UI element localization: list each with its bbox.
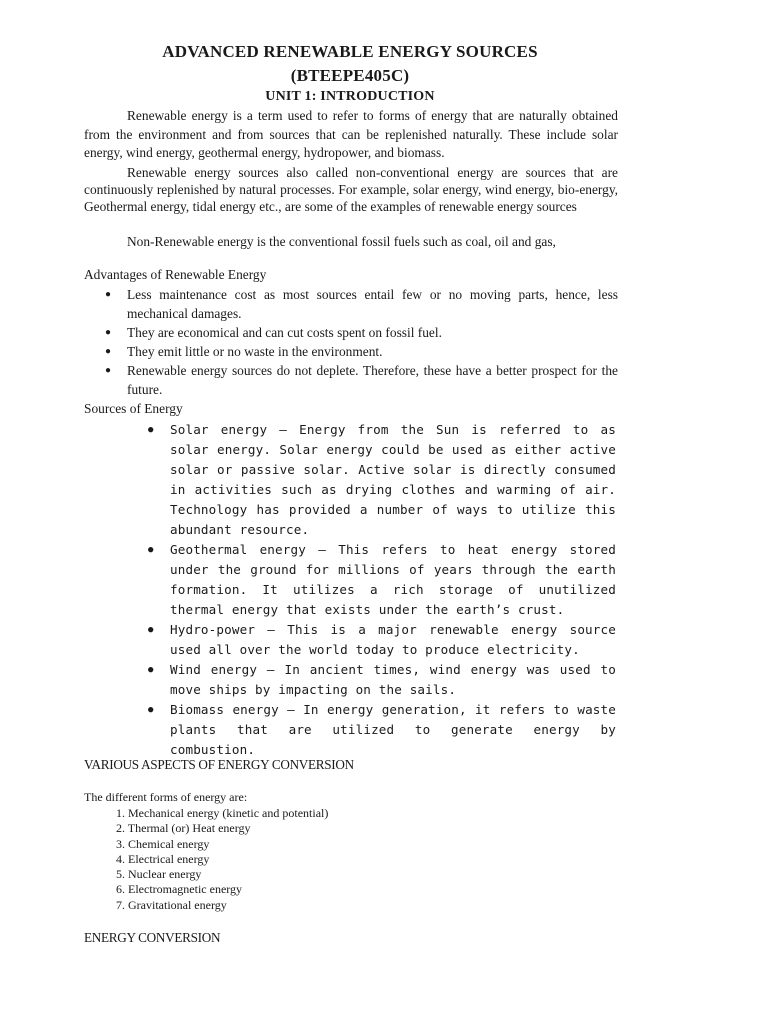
sources-list (146, 420, 616, 760)
forms-intro: The different forms of energy are: (84, 790, 248, 804)
list-item: ● Geothermal energy – This refers to heat energy stored under the ground for millions of years through the earth formation. It utilizes a rich storage of unutilized thermal energy that exists under the earth’s crust. (146, 540, 616, 620)
intro-paragraph: Renewable energy is a term used to refer to forms of energy that are naturally obtained from the environment and from sources that can be replenished naturally. These include solar energy, wind energy, geothermal energy, hydropower, and biomass. (84, 108, 618, 160)
list-item: 5. Nuclear energy (116, 867, 202, 882)
course-code: (BTEEPE405C) (290, 66, 410, 85)
aspects-heading: VARIOUS ASPECTS OF ENERGY CONVERSION (84, 757, 354, 772)
sources-heading: Sources of Energy (84, 401, 183, 416)
list-item: ● They are economical and can cut costs spent on fossil fuel. (84, 323, 618, 342)
list-item: ● Biomass energy – In energy generation, it refers to waste plants that are utilized to generate energy by combustion. (146, 700, 616, 760)
list-item: ● They emit little or no waste in the environment. (84, 342, 618, 361)
conversion-heading: ENERGY CONVERSION (84, 930, 221, 945)
list-item: ● Solar energy – Energy from the Sun is referred to as solar energy. Solar energy could be used as either active solar or passive solar. Active solar is directly consumed in activities such as drying clothes and warming of air. Technology has provided a number of ways to utilize this abundant resource. (146, 420, 616, 540)
forms-list (116, 806, 328, 913)
list-item: 4. Electrical energy (116, 851, 210, 866)
list-item: 6. Electromagnetic energy (116, 882, 243, 897)
unit-title: UNIT 1: INTRODUCTION (265, 89, 435, 104)
list-item: 2. Thermal (or) Heat energy (116, 821, 251, 836)
advantages-list (84, 285, 618, 399)
list-item: ● Less maintenance cost as most sources entail few or no moving parts, hence, less mechanical damages. (84, 285, 618, 323)
renewable-sources-paragraph: Renewable energy sources also called non-conventional energy are sources that are continuously replenished by natural processes. For example, solar energy, wind energy, bio-energy, Geothermal energy, tidal energy etc., are some of the examples of renewable energy sources (84, 165, 618, 214)
list-item: 7. Gravitational energy (116, 897, 227, 912)
list-item: 1. Mechanical energy (kinetic and potential) (116, 806, 329, 820)
list-item: 3. Chemical energy (116, 836, 210, 851)
list-item: ● Renewable energy sources do not deplete. Therefore, these have a better prospect for the future. (84, 361, 618, 399)
list-item: ● Hydro-power – This is a major renewable energy source used all over the world today to produce electricity. (146, 620, 616, 660)
non-renewable-paragraph: Non-Renewable energy is the conventional fossil fuels such as coal, oil and gas, (127, 234, 556, 249)
document-title: ADVANCED RENEWABLE ENERGY SOURCES (162, 42, 538, 61)
list-item: ● Wind energy – In ancient times, wind energy was used to move ships by impacting on the sails. (146, 660, 616, 700)
advantages-heading: Advantages of Renewable Energy (84, 267, 267, 282)
